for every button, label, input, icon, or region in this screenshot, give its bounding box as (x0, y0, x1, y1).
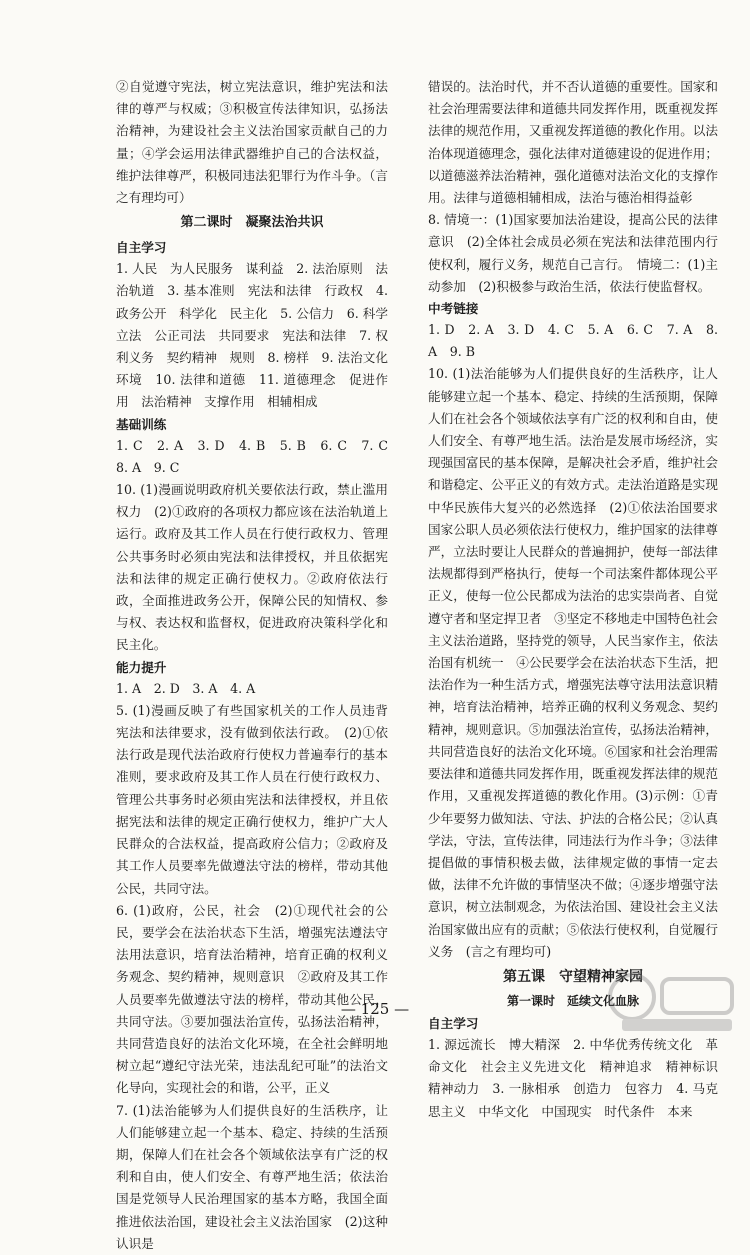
ability-q6: 6. (1)政府，公民，社会 (2)①现代社会的公民，要学会在法治状态下生活，增强宪法遵法守法用法意识，培育法治精神，培育正确的权利义务观念、契约精神，规则意识 ②政府及其工作人员要率先做遵法守法的榜样，带动其他公民，共同守法。③要加强法治宣传，弘扬法治精神，共同营造良好的法治文化环境，在全社会鲜明地树立起“遵纪守法光荣，违法乱纪可耻”的法治文化导向，实现社会的和谐，公平，正义 (116, 902, 388, 1096)
exam-link-heading: 中考链接 (428, 301, 479, 317)
self-study-heading: 自主学习 (116, 240, 167, 256)
basic-training-answers: 1. C 2. A 3. D 4. B 5. B 6. C 7. C 8. A 9. C (116, 437, 401, 475)
self-study-answers: 1. 人民 为人民服务 谋利益 2. 法治原则 法治轨道 3. 基本准则 宪法和法律 行政权 4. 政务公开 科学化 民主化 5. 公信力 6. 科学立法 公正司法 共同要求 宪法和法律 7. 权利义务 契约精神 规则 8. 榜样 9. 法治文化环境 10. 法律和道德 11. 道德理念 促进作用 法治精神 支撑作用 相辅相成 (116, 261, 388, 410)
ability-q7: 7. (1)法治能够为人们提供良好的生活秩序，让人们能够建立起一个基本、稳定、持续的生活预期，保障人们在社会各个领域依法享有广泛的权利和自由，使人们安全、有尊严地生活；依法治国是党领导人民治理国家的基本方略，我国全面推进依法治国，建设社会主义法治国家 (2)这种认识是 (116, 1102, 388, 1251)
basic-training-heading: 基础训练 (116, 416, 167, 432)
lesson5-heading: 第五课 守望精神家园 (503, 968, 643, 985)
lesson5-self-study-answers: 1. 源远流长 博大精深 2. 中华优秀传统文化 革命文化 社会主义先进文化 精神追求 精神标识 精神动力 3. 一脉相承 创造力 包容力 4. 马克思主义 中华文化 中国现实 时代条件 本来 (428, 1036, 731, 1119)
exam-answers: 1. D 2. A 3. D 4. C 5. A 6. C 7. A 8. A 9. B (428, 322, 718, 360)
basic-training-q10: 10. (1)漫画说明政府机关要依法行政，禁止滥用权力 (2)①政府的各项权力都应该在法治轨道上运行。政府及其工作人员在行使行政权力、管理公共事务时必须由宪法和法律授权，并且依据宪法和法律的规定正确行使权力。②政府依法行政，全面推进政务公开，保障公民的知情权、参与权、表达权和监督权，促进政府决策科学化和民主化。 (116, 482, 388, 653)
watermark-logo (602, 967, 742, 1037)
watermark-graphic (602, 967, 742, 1037)
ability-q5: 5. (1)漫画反映了有些国家机关的工作人员违背宪法和法律要求，没有做到依法行政。 (2)①依法行政是现代法治政府行使权力普遍奉行的基本准则，要求政府及其工作人员在行使行政权力、管理公共事务时必须由宪法和法律授权，并且依据宪法和法律的规定正确行使权力，维护广大人民群众的合法权益，提高政府公信力；②政府及其工作人员要率先做遵法守法的榜样，带动其他公民，共同守法。 (116, 702, 388, 896)
intro-paragraph: ②自觉遵守宪法，树立宪法意识，维护宪法和法律的尊严与权威；③积极宣传法律知识，弘扬法治精神，为建设社会主义法治国家贡献自己的力量；④学会运用法律武器维护自己的合法权益，维护法律尊严，积极同违法犯罪行为作斗争。（言之有理均可） (116, 79, 388, 206)
ability-heading: 能力提升 (116, 659, 167, 675)
left-column (116, 76, 401, 1255)
lesson-heading: 第二课时 凝聚法治共识 (180, 215, 324, 231)
lesson5-subheading: 第一课时 延续文化血脉 (506, 993, 639, 1008)
right-column (428, 76, 731, 1123)
continued-paragraph: 错误的。法治时代，并不否认道德的重要性。国家和社会治理需要法律和道德共同发挥作用，既重视发挥法律的规范作用，又重视发挥道德的教化作用。以法治体现道德理念，强化法律对道德建设的促进作用；以道德滋养法治精神，强化道德对法治文化的支撑作用。法律与道德相辅相成，法治与德治相得益彰 (428, 79, 718, 206)
q8-answer: 8. 情境一：(1)国家要加法治建设，提高公民的法律意识 (2)全体社会成员必须在宪法和法律范围内行使权利，履行义务，规范自己言行。 情境二：(1)主动参加 (2)积极参与政治生活，依法行使监督权。 (428, 212, 718, 294)
exam-q10: 10. (1)法治能够为人们提供良好的生活秩序，让人能够建立起一个基本、稳定、持续的生活预期，保障人们在社会各个领域依法享有广泛的权利和自由，使人们安全、有尊严地生活。法治是发展市场经济，实现强国富民的基本保障，是解决社会矛盾，维护社会和谐稳定、公平正义的有效方式。走法治道路是实现中华民族伟大复兴的必然选择 (2)①依法治国要求国家公职人员必须依法行使权力，维护国家的法律尊严，立法时要让人民群众的普遍拥护，使每一部法律法规都得到严格执行，使每一个司法案件都体现公平正义，使每一位公民都成为法治的忠实崇尚者、自觉遵守者和坚定捍卫者 ③坚定不移地走中国特色社会主义法治道路，坚持党的领导，人民当家作主，依法治国有机统一 ④公民要学会在法治状态下生活，把法治作为一种生活方式，增强宪法尊守法用法意识精神，培育法治精神，培养正确的权利义务观念、契约精神，规则意识。⑤加强法治宣传，弘扬法治精神，共同营造良好的法治文化环境。⑥国家和社会治理需要法律和道德共同发挥作用，既重视发挥法律的规范作用，又重视发挥道德的教化作用。(3)示例：①青少年要努力做知法、守法、护法的合格公民；②认真学法，守法，宣传法律，同违法行为作斗争；③法律提倡做的事情积极去做，法律规定做的事情一定去做，法律不允许做的事情坚决不做；④逐步增强守法意识，树立法制观念，为依法治国、建设社会主义法治国家做出应有的贡献；⑤依法行使权利，自觉履行义务 (言之有理均可) (428, 366, 718, 959)
page-number: — 125 — (340, 1000, 410, 1018)
lesson5-self-study-heading: 自主学习 (428, 1015, 479, 1031)
ability-answers: 1. A 2. D 3. A 4. A (116, 680, 256, 696)
